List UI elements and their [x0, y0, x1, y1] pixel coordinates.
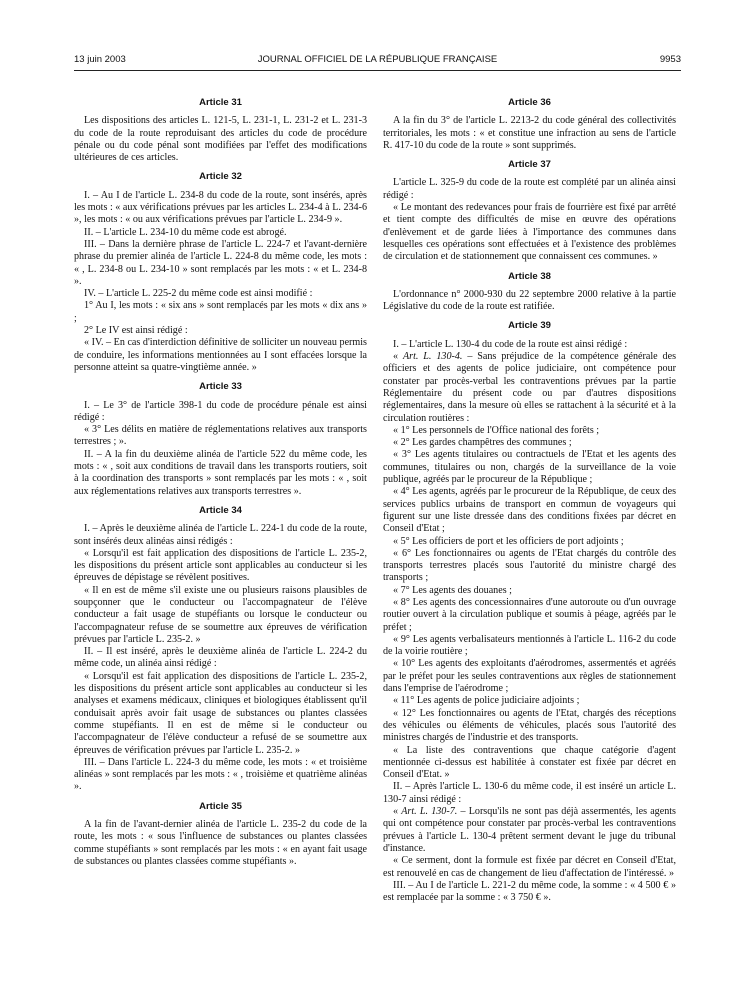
article-34-paragraph: « Lorsqu'il est fait application des dispositions de l'article L. 235-2, les dispositions du présent article sont applicables au conducteur si les épreuves de dépistage se révèlent positives. — [74, 547, 367, 584]
article-34-paragraph: III. – Dans l'article L. 224-3 du même code, les mots : « et troisième alinéas » sont remplacés par les mots : « , troisième et quatrième alinéas ». — [74, 756, 367, 793]
article-39-paragraph: « 4° Les agents, agréés par le procureur de la République, de ceux des services publics urbains de transport en commun de voyageurs qui figurent sur une liste dressée dans des conditions fixées par décret en Conseil d'Etat ; — [383, 486, 676, 535]
paragraph-text: – Lorsqu'ils ne sont pas déjà assermentés, les agents qui ont compétence pour constater par procès-verbal les contraventions prévues à l'article L. 130-4 prêtent serment devant le juge du tribunal d'instance. — [383, 806, 676, 854]
article-34-paragraph: II. – Il est inséré, après le deuxième alinéa de l'article L. 224-2 du même code, un alinéa ainsi rédigé : — [74, 646, 367, 670]
article-37-paragraph: « Le montant des redevances pour frais de fourrière est fixé par arrêté et tient compte des difficultés de mise en œuvre des opérations d'enlèvement et de garde liées à l'importance des communes dans lesquelles ces opérations sont effectuées et à l'existence des problèmes de circulation et de stationnement que connaissent ces communes. » — [383, 202, 676, 263]
article-39-paragraph: « 1° Les personnels de l'Office national des forêts ; — [393, 424, 600, 436]
article-39-paragraph: « 3° Les agents titulaires ou contractuels de l'Etat et les agents des communes, titulaires ou non, chargés de la surveillance de la voie publique, agréés par le procureur de la République ; — [383, 449, 676, 486]
article-34-heading: Article 34 — [199, 504, 242, 516]
article-reference: Art. L. 130-4. — [402, 351, 463, 363]
article-32-paragraph: I. – Au I de l'article L. 234-8 du code de la route, sont insérés, après les mots : « aux vérifications prévues par les articles L. 234-4 à L. 234-6 », les mots : « ou aux vérifications prévues par l'article L. 234-9 ». — [74, 189, 367, 226]
article-36-heading: Article 36 — [508, 97, 551, 108]
header-rule — [74, 70, 681, 71]
article-39-paragraph: III. – Au I de l'article L. 221-2 du même code, la somme : « 4 500 € » est remplacée par la somme : « 3 750 € ». — [383, 879, 676, 904]
article-35-paragraph: A la fin de l'avant-dernier alinéa de l'article L. 235-2 du code de la route, les mots : « sous l'influence de substances ou plantes classées comme stupéfiants » sont remplacés par les mots : « en ayant fait usage de substances ou plantes classées comme stupéfiants ». — [74, 819, 367, 867]
article-32-paragraph: III. – Dans la dernière phrase de l'article L. 224-7 et l'avant-dernière phrase du premier alinéa de l'article L. 224-8 du même code, les mots : « , L. 234-8 ou L. 234-10 » sont remplacés par les mots : « et L. 234-8 ». — [74, 238, 367, 287]
article-37-paragraph: L'article L. 325-9 du code de la route est complété par un alinéa ainsi rédigé : — [383, 177, 676, 201]
article-38-heading: Article 38 — [508, 270, 551, 282]
article-37-heading: Article 37 — [508, 159, 551, 171]
article-39-paragraph: « 5° Les officiers de port et les officiers de port adjoints ; — [393, 535, 624, 547]
header-page-number: 9953 — [659, 54, 681, 65]
header-title: JOURNAL OFFICIEL DE LA RÉPUBLIQUE FRANÇAISE — [257, 54, 498, 65]
article-35-heading: Article 35 — [199, 800, 242, 812]
article-39-paragraph: « 10° Les agents des exploitants d'aérodromes, assermentés et agréés par le préfet pour les seules contraventions aux règles de stationnement dans l'emprise de l'aérodrome ; — [383, 658, 676, 695]
article-32-paragraph: 2° Le IV est ainsi rédigé : — [84, 325, 188, 337]
article-39-paragraph — [383, 351, 676, 425]
right-column — [383, 97, 676, 904]
article-39-heading: Article 39 — [508, 320, 551, 332]
article-34-paragraph: I. – Après le deuxième alinéa de l'article L. 224-1 du code de la route, sont insérés deux alinéas ainsi rédigés : — [74, 523, 367, 547]
article-39-paragraph: « Ce serment, dont la formule est fixée par décret en Conseil d'Etat, est renouvelé en cas de changement de lieu d'affectation de l'intéressé. » — [383, 855, 676, 879]
paragraph-text: – Sans préjudice de la compétence générale des officiers et des agents de police judiciaire, ont compétence pour constater par procès-verbal les contraventions prévues par la partie Réglementaire du présent code ou par d'autres dispositions réglementaires, dans la mesure où elles se rattachent à la sécurité et à la circulation routières : — [383, 351, 676, 424]
article-36-paragraph: A la fin du 3° de l'article L. 2213-2 du code général des collectivités territoriales, les mots : « et constitue une infraction au sens de l'article R. 417-10 du code de la route » sont supprimés. — [383, 115, 676, 151]
article-32-heading: Article 32 — [199, 171, 242, 183]
running-header — [74, 54, 681, 68]
article-reference: Art. L. 130-7. — [401, 806, 458, 818]
article-32-paragraph: IV. – L'article L. 225-2 du même code est ainsi modifié : — [84, 288, 313, 300]
article-34-paragraph: « Il en est de même s'il existe une ou plusieurs raisons plausibles de soupçonner que le conducteur ou l'accompagnateur de l'élève conducteur a fait usage de stupéfiants ou lorsque le conducteur ou l'accompagnateur refuse de se soumettre aux épreuves de vérification prévues par l'article L. 235-2. » — [74, 584, 367, 645]
article-39-paragraph: « 2° Les gardes champêtres des communes ; — [393, 437, 572, 449]
article-32-paragraph: « IV. – En cas d'interdiction définitive de solliciter un nouveau permis de conduire, les informations mentionnées au I sont effacées lorsque la personne atteint sa quatre-vingtième année. » — [74, 337, 367, 373]
article-33-paragraph: I. – Le 3° de l'article 398-1 du code de procédure pénale est ainsi rédigé : — [74, 399, 367, 423]
article-39-paragraph: « La liste des contraventions que chaque catégorie d'agent mentionnée ci-dessus est habilitée à constater est fixée par décret en Conseil d'Etat. » — [383, 744, 676, 781]
article-39-paragraph: « 8° Les agents des concessionnaires d'une autoroute ou d'un ouvrage routier ouvert à la circulation publique et soumis à péage, agréés par le préfet ; — [383, 596, 676, 633]
quote-open: « — [393, 806, 402, 818]
article-38-paragraph: L'ordonnance n° 2000-930 du 22 septembre 2000 relative à la partie Législative du code de la route est ratifiée. — [383, 288, 676, 313]
article-33-paragraph: « 3° Les délits en matière de réglementations relatives aux transports terrestres ; ». — [74, 424, 367, 448]
article-31-heading: Article 31 — [199, 97, 242, 108]
header-date: 13 juin 2003 — [74, 54, 126, 65]
article-33-paragraph: II. – A la fin du deuxième alinéa de l'article 522 du même code, les mots : « , soit aux conditions de travail dans les transports routiers, soit à la coordination des transports » sont remplacés par les mots : « , soit aux réglementations relatives aux transports terrestres ». — [74, 448, 367, 497]
article-39-paragraph: « 6° Les fonctionnaires ou agents de l'Etat chargés du contrôle des transports terrestres placés sous l'autorité du ministre chargé des transports ; — [383, 547, 676, 584]
article-39-paragraph — [383, 806, 676, 855]
article-34-paragraph: « Lorsqu'il est fait application des dispositions de l'article L. 235-2, les dispositions du présent article sont applicables au conducteur si les analyses et examens médicaux, cliniques et biologiques établissent qu'il conduisait après avoir fait usage de substances ou plantes classées comme stupéfiants. Il en est de même si le conducteur ou l'accompagnateur de l'élève conducteur a refusé de se soumettre aux épreuves de vérification prévues par l'article L. 235-2. » — [74, 670, 367, 756]
article-39-paragraph: « 7° Les agents des douanes ; — [393, 584, 512, 596]
article-32-paragraph: 1° Au I, les mots : « six ans » sont remplacés par les mots « dix ans » ; — [74, 300, 367, 324]
article-32-paragraph: II. – L'article L. 234-10 du même code est abrogé. — [84, 226, 287, 238]
quote-open: « — [393, 351, 403, 363]
article-39-paragraph: II. – Après l'article L. 130-6 du même code, il est inséré un article L. 130-7 ainsi rédigé : — [383, 781, 676, 805]
article-39-paragraph: « 12° Les fonctionnaires ou agents de l'Etat, chargés des réceptions des véhicules ou éléments de véhicules, placés sous l'autorité des ministres chargés de l'industrie et des transports. — [383, 707, 676, 744]
article-33-heading: Article 33 — [199, 381, 242, 393]
article-39-paragraph: « 9° Les agents verbalisateurs mentionnés à l'article L. 116-2 du code de la voirie routière ; — [383, 633, 676, 658]
article-39-paragraph: I. – L'article L. 130-4 du code de la route est ainsi rédigé : — [393, 338, 628, 350]
article-31-paragraph: Les dispositions des articles L. 121-5, L. 231-1, L. 231-2 et L. 231-3 du code de la route reproduisant des articles du code de procédure pénale ou du code pénal sont modifiées par l'effet des modifications ultérieures de ces articles. — [74, 115, 367, 164]
article-39-paragraph: « 11° Les agents de police judiciaire adjoints ; — [393, 695, 580, 707]
left-column — [74, 97, 367, 868]
